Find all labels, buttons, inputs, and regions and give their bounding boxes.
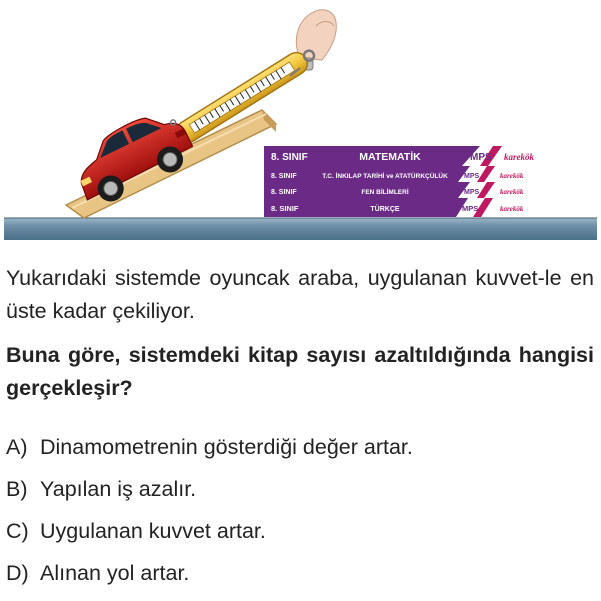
book <box>264 146 553 166</box>
book-brand: MPS <box>470 152 492 163</box>
book-brand: MPS <box>464 189 480 196</box>
book-grade: 8. SINIF <box>271 152 308 163</box>
answer-options <box>6 433 594 601</box>
book-subject: MATEMATİK <box>359 151 421 163</box>
option-text: Alınan yol artar. <box>40 561 190 585</box>
option-letter: A) <box>6 435 28 459</box>
book-grade: 8. SINIF <box>271 173 297 180</box>
option-letter: C) <box>6 519 29 543</box>
option-a[interactable] <box>6 433 594 475</box>
floor <box>4 218 597 240</box>
book-subject: TÜRKÇE <box>370 206 400 213</box>
book-subject: FEN BİLİMLERİ <box>361 189 409 196</box>
book-grade: 8. SINIF <box>271 189 297 196</box>
question-stem: Yukarıdaki sistemde oyuncak araba, uygulanan kuvvet-le en üste kadar çekiliyor. <box>6 266 594 323</box>
option-c[interactable] <box>6 517 594 559</box>
book <box>264 166 553 182</box>
option-d[interactable] <box>6 559 594 601</box>
toy-car <box>65 103 199 212</box>
book-tag: karekök <box>500 205 524 213</box>
option-letter: D) <box>6 561 29 585</box>
book-subject: T.C. İNKILAP TARİHİ ve ATATÜRKÇÜLÜK <box>322 173 448 180</box>
option-text: Yapılan iş azalır. <box>40 477 197 501</box>
option-text: Dinamometrenin gösterdiği değer artar. <box>40 435 413 459</box>
book-tag: karekök <box>500 188 524 196</box>
inclined-plane-figure <box>0 0 601 245</box>
book-tag: karekök <box>500 172 524 180</box>
option-b[interactable] <box>6 475 594 517</box>
book-stack <box>264 146 553 217</box>
option-text: Uygulanan kuvvet artar. <box>40 519 266 543</box>
question-prompt: Buna göre, sistemdeki kitap sayısı azaltıldığında hangisi gerçekleşir? <box>6 343 594 400</box>
book-brand: MPS <box>462 204 479 213</box>
option-letter: B) <box>6 477 28 501</box>
experiment-illustration <box>0 0 601 245</box>
book <box>264 198 553 217</box>
book <box>264 182 553 198</box>
book-tag: karekök <box>504 152 534 162</box>
book-grade: 8. SINIF <box>271 204 299 213</box>
book-brand: MPS <box>464 173 480 180</box>
